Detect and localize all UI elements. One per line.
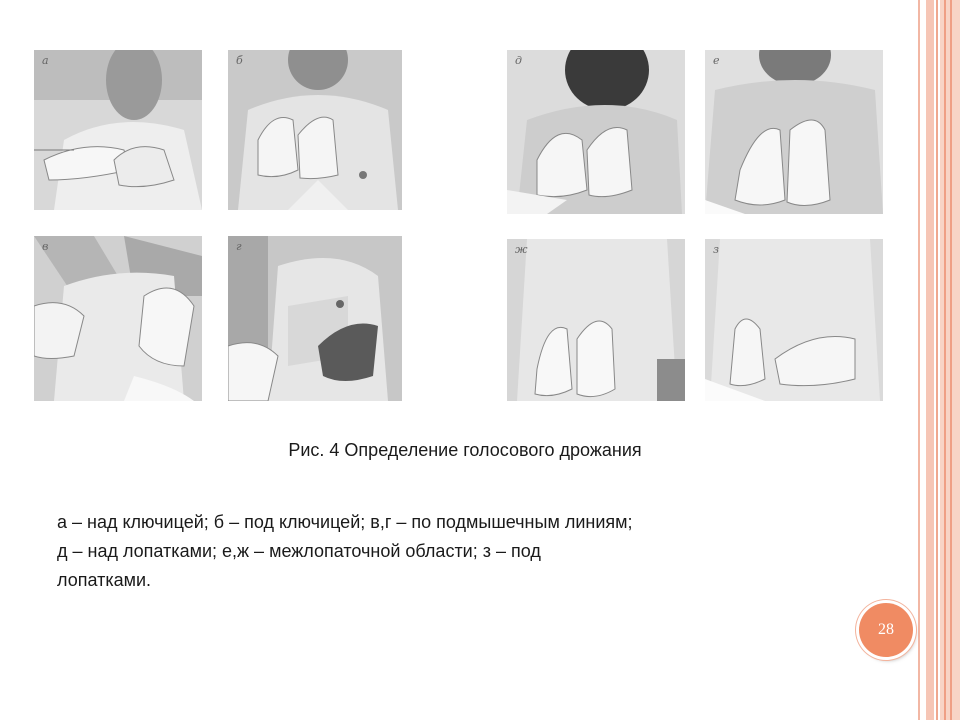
photo-panel-z [705,239,883,401]
border-stripe [926,0,934,720]
photo-panel-zh [507,239,685,401]
page-number: 28 [878,621,894,638]
page-number-badge [859,603,913,657]
photo-panel-a [34,50,202,210]
panel-letter: в [42,240,49,253]
panel-letter: а [42,54,49,67]
photo-panel-g [228,236,402,401]
panel-letter: з [713,243,719,256]
panel-letter: д [515,54,522,67]
figure-caption [0,440,930,461]
photo-panel-d [507,50,685,214]
border-stripe [944,0,946,720]
photo-panel-v [34,236,202,401]
panel-letter: е [713,54,720,67]
legend-line: лопатками. [57,570,152,590]
legend-line: а – над ключицей; б – под ключицей; в,г – по подмышечным линиям; [57,512,633,532]
border-stripe [950,0,952,720]
panel-letter: г [236,240,242,253]
border-stripe [918,0,920,720]
panel-letter: б [236,54,243,67]
legend-line: д – над лопатками; е,ж – межлопаточной области; з – под [57,541,541,561]
photo-panel-e [705,50,883,214]
figure-legend [57,508,857,595]
caption-title: Рис. 4 Определение голосового дрожания [288,440,642,460]
photo-panel-b [228,50,402,210]
border-stripe [936,0,938,720]
panel-letter: ж [515,243,528,256]
